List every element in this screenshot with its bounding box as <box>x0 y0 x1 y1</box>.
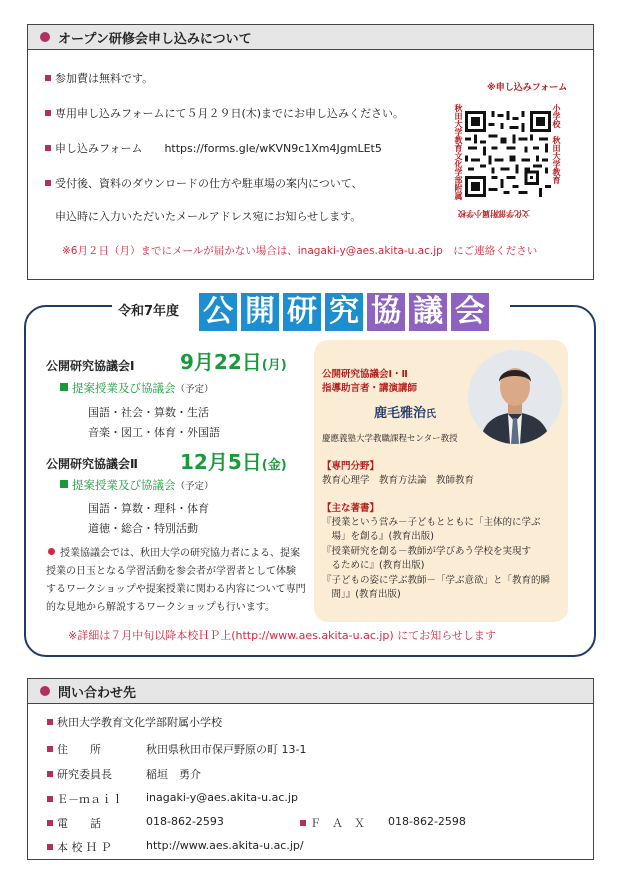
qr-right-text: 小学校 秋田大学教育 <box>552 104 561 184</box>
title-char-2: 開 <box>241 293 279 331</box>
qr-caption: ※申し込みフォーム <box>487 83 568 93</box>
contact-fax-value: 018-862-2598 <box>388 815 466 828</box>
book-line: 『授業という営み－子どもとともに「主体的に学ぶ <box>322 517 541 528</box>
speaker-role-2: 指導助言者・講演講師 <box>322 383 418 394</box>
square-bullet-icon <box>47 844 53 850</box>
contact-phone-label: 電 話 <box>47 815 101 831</box>
description-line-2: 授業の日玉となる学習活動を参会者が学習者として体験 <box>46 566 296 577</box>
description-line-3: するワークショップや提案授業に関わる内容について専門 <box>46 584 306 595</box>
contact-homepage-link[interactable]: http://www.aes.akita-u.ac.jp/ <box>146 839 304 852</box>
description-line-1: 授業協議会では、秋田大学の研究協力者による、提案 <box>60 548 300 559</box>
speaker-photo <box>468 350 562 444</box>
session2-subjects-2: 道徳・総合・特別活動 <box>88 522 198 535</box>
open-training-header <box>28 25 593 50</box>
speaker-affiliation: 慶應義塾大学教職課程センター教授 <box>322 434 458 444</box>
contact-box <box>27 678 594 860</box>
open-training-heading: オープン研修会申し込みについて <box>58 31 252 47</box>
book-line: 間」』(教育出版) <box>322 589 401 600</box>
books-heading: 【主な著書】 <box>322 503 380 514</box>
contact-heading: 問い合わせ先 <box>58 685 137 701</box>
deadline-line: 専用申し込みフォームにて５月２９日(木)までにお申し込みください。 <box>45 105 404 121</box>
qr-left-text: 秋田大学教育文化学部附属 <box>454 104 463 200</box>
contact-fax-label: Ｆ Ａ Ｘ <box>300 815 365 831</box>
session2-subjects-1: 国語・算数・理科・体育 <box>88 502 209 515</box>
session1-subjects-2: 音楽・図工・体育・外国語 <box>88 426 220 439</box>
session2-name: 公開研究協議会Ⅱ <box>46 457 138 471</box>
session1-date: 9月22日(月) <box>180 350 287 374</box>
square-bullet-icon <box>47 820 53 826</box>
mail-contact-note: ※6月２日（月）までにメールが届かない場合は、inagaki-y@aes.akita-u.ac.jp にご連絡ください <box>62 245 538 257</box>
contact-homepage-label: 本 校 Ｈ Ｐ <box>47 839 112 855</box>
qr-code-icon[interactable] <box>465 110 551 198</box>
contact-email-label: Ｅ－ｍａｉｌ <box>47 791 123 807</box>
book-line: 『授業研究を創る－教師が学びあう学校を実現す <box>322 546 532 557</box>
details-note: ※詳細は７月中旬以降本校ＨＰ上(http://www.aes.akita-u.ac.jp) にてお知らせします <box>68 629 496 642</box>
session2-program: 提案授業及び協議会（予定） <box>72 477 214 493</box>
contact-chair-value: 稲垣 勇介 <box>146 768 201 781</box>
title-char-6: 議 <box>409 293 447 331</box>
notify-line: 申込時に入力いただいたメールアドレス宛にお知らせします。 <box>55 210 362 223</box>
session1-program: 提案授業及び協議会（予定） <box>72 380 214 396</box>
session2-date: 12月5日(金) <box>180 450 287 474</box>
bullet-dot-icon <box>40 686 50 696</box>
title-char-7: 会 <box>451 293 489 331</box>
red-dot-icon <box>48 548 55 555</box>
era-label: 令和7年度 <box>118 304 180 319</box>
session1-subjects-1: 国語・社会・算数・生活 <box>88 406 209 419</box>
square-bullet-icon <box>45 145 51 151</box>
title-char-5: 協 <box>367 293 405 331</box>
green-square-icon <box>60 480 68 488</box>
title-char-1: 公 <box>199 293 237 331</box>
contact-header <box>28 679 593 704</box>
square-bullet-icon <box>45 180 51 186</box>
square-bullet-icon <box>45 110 51 116</box>
contact-address-value: 秋田県秋田市保戸野原の町 13-1 <box>146 743 307 756</box>
square-bullet-icon <box>47 746 53 752</box>
square-bullet-icon <box>300 820 306 826</box>
contact-address-label: 住 所 <box>47 741 101 757</box>
contact-chair-label: 研究委員長 <box>47 766 112 782</box>
book-line: るために』(教育出版) <box>322 560 425 571</box>
square-bullet-icon <box>47 796 53 802</box>
description-line-4: 的な見地から解説するワークショップも行います。 <box>46 602 275 613</box>
field-list: 教育心理学 教育方法論 教師教育 <box>322 475 475 486</box>
book-line: 場」を創る』(教育出版) <box>322 531 434 542</box>
bullet-dot-icon <box>40 32 50 42</box>
contact-phone-value: 018-862-2593 <box>146 815 224 828</box>
green-square-icon <box>60 383 68 391</box>
qr-bottom-text: 文化学部附属小学校 <box>458 209 530 218</box>
fee-line: 参加費は無料です。 <box>45 70 153 86</box>
square-bullet-icon <box>45 75 51 81</box>
square-bullet-icon <box>47 719 53 725</box>
book-line: 『子どもの姿に学ぶ教師－「学ぶ意欲」と「教育的瞬 <box>322 575 551 586</box>
field-heading: 【専門分野】 <box>322 461 380 472</box>
session1-name: 公開研究協議会Ⅰ <box>46 359 135 373</box>
guidance-line: 受付後、資料のダウンロードの仕方や駐車場の案内について、 <box>45 175 363 191</box>
speaker-role-1: 公開研究協議会Ⅰ・Ⅱ <box>322 369 408 380</box>
contact-email-link[interactable]: inagaki-y@aes.akita-u.ac.jp <box>146 791 298 804</box>
title-char-3: 研 <box>283 293 321 331</box>
square-bullet-icon <box>47 771 53 777</box>
speaker-name: 鹿毛雅治氏 <box>374 406 437 421</box>
form-url-line[interactable]: 申し込みフォーム https://forms.gle/wKVN9c1Xm4JgmLEt5 <box>45 140 382 156</box>
title-char-4: 究 <box>325 293 363 331</box>
contact-school: 秋田大学教育文化学部附属小学校 <box>47 714 222 730</box>
